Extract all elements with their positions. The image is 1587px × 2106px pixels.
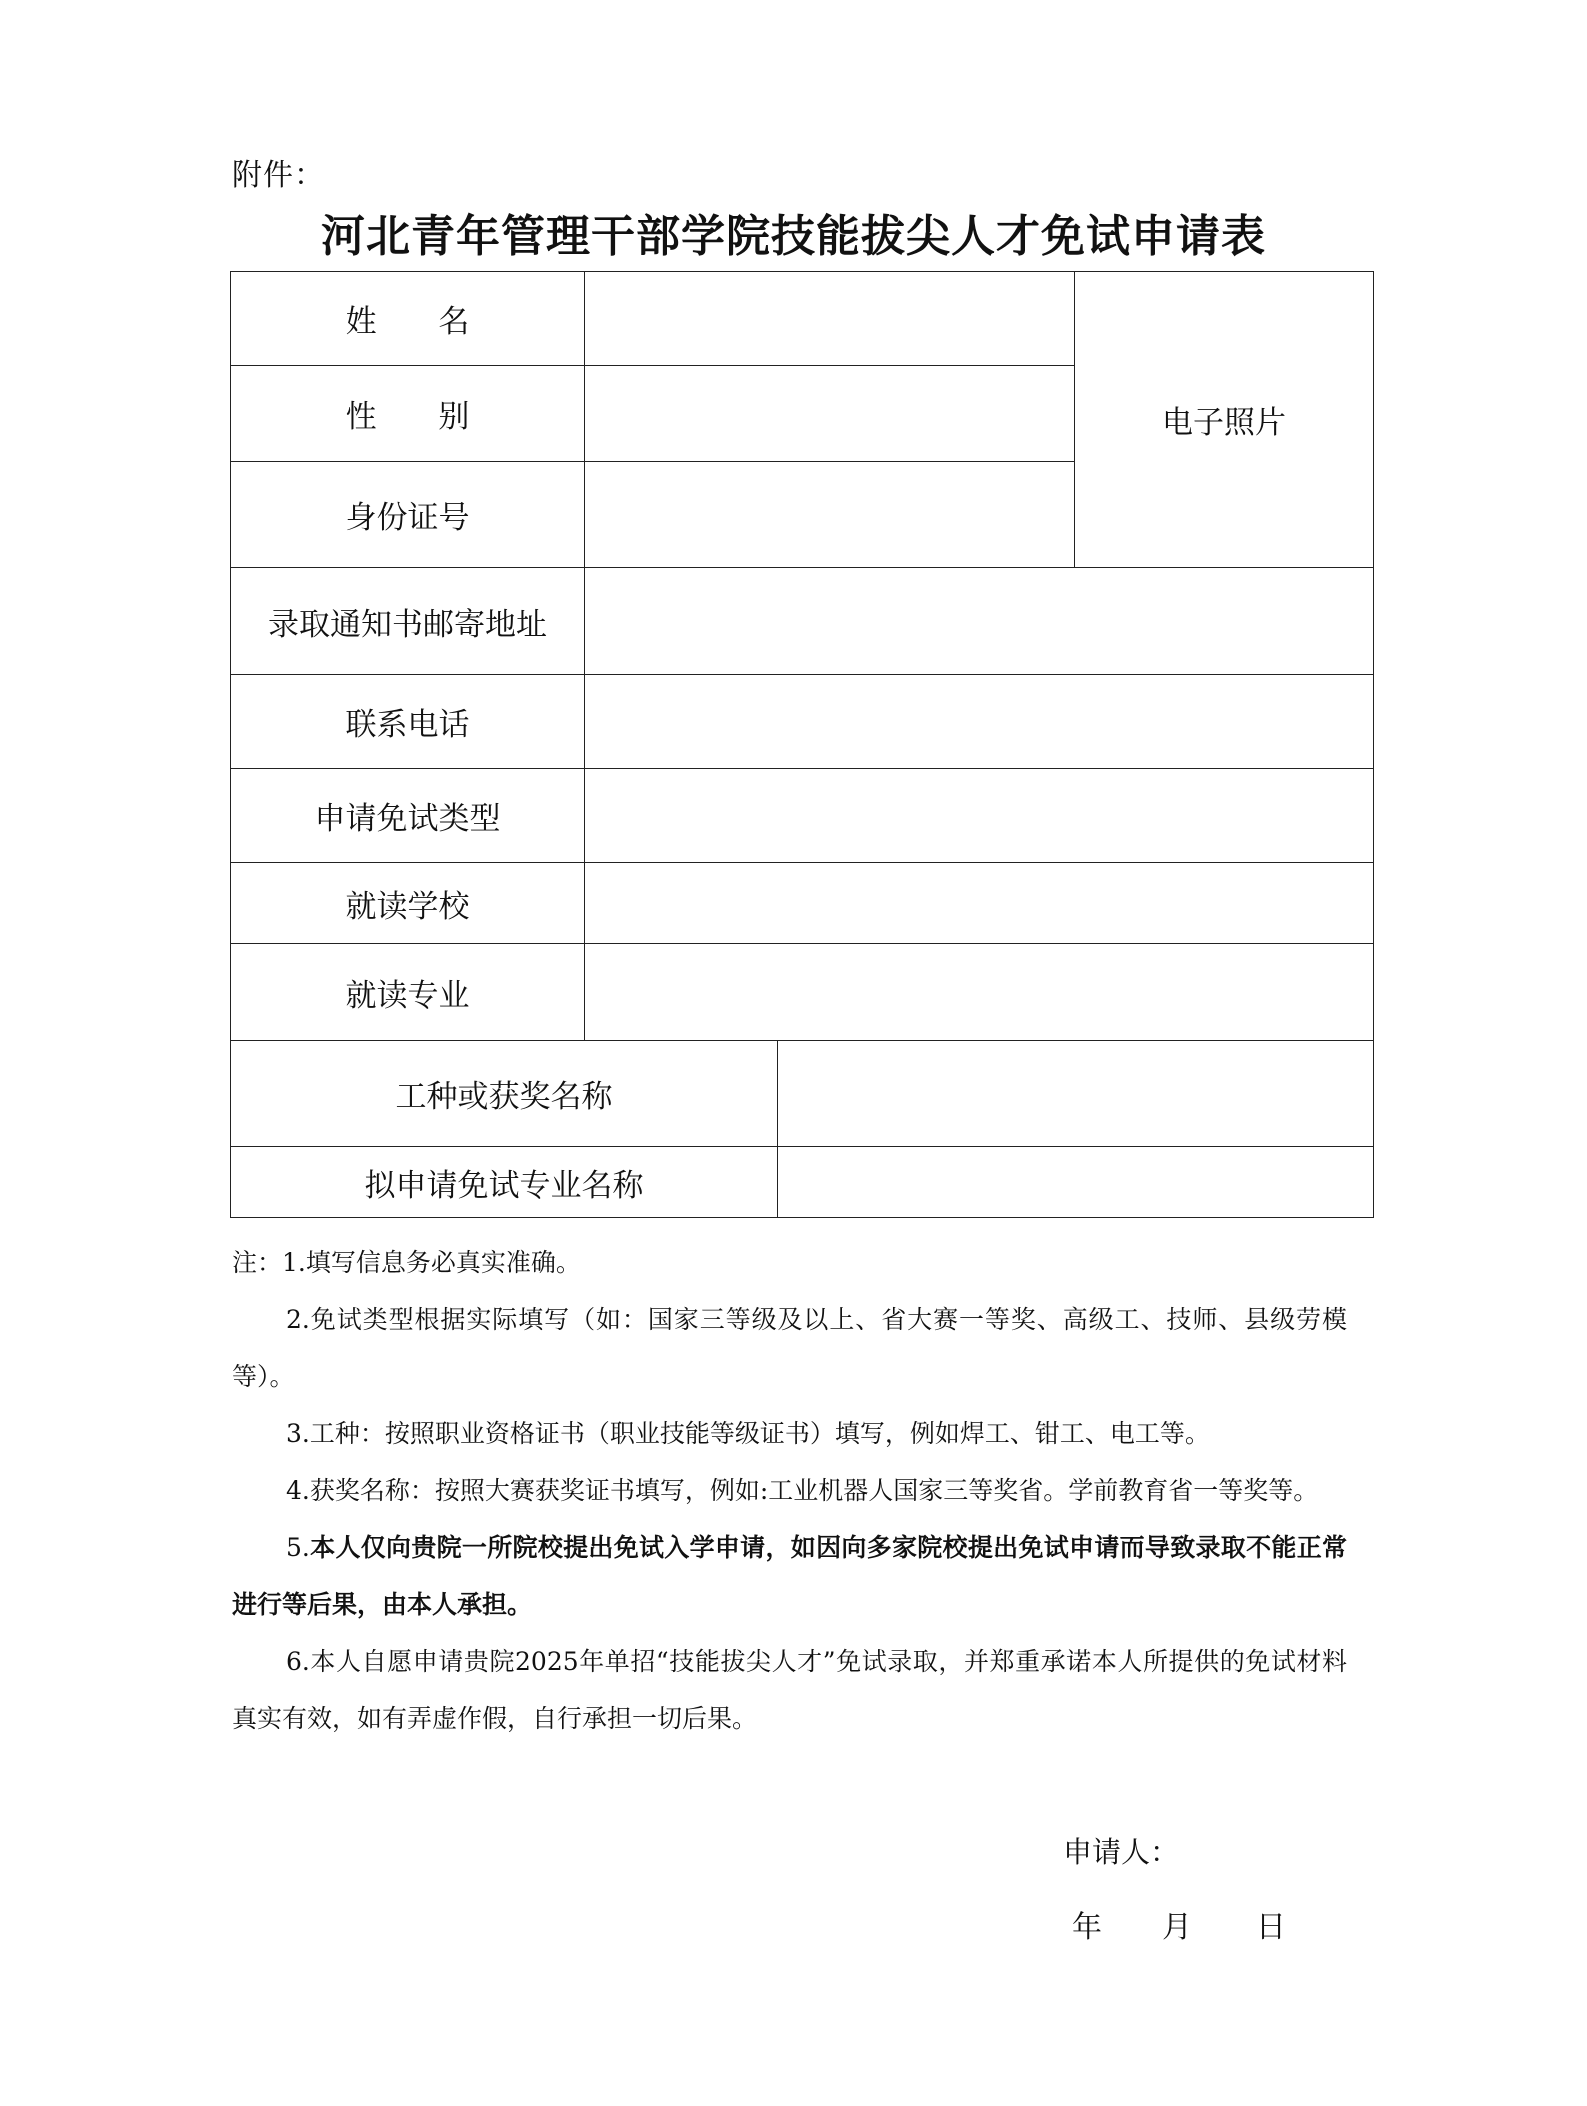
attachment-label: 附件： (232, 158, 325, 193)
trade-award-field[interactable] (778, 1041, 1374, 1147)
photo-label: 电子照片 (1162, 405, 1286, 441)
gender-label: 性 别 (231, 366, 585, 462)
mailing-address-label: 录取通知书邮寄地址 (231, 568, 585, 675)
intended-major-label: 拟申请免试专业名称 (231, 1147, 778, 1218)
school-label: 就读学校 (231, 863, 585, 944)
mailing-address-field[interactable] (585, 568, 1374, 675)
note-2: 2.免试类型根据实际填写（如：国家三等级及以上、省大赛一等奖、高级工、技师、县级劳模等）。 (232, 1305, 1347, 1391)
school-field[interactable] (585, 863, 1374, 944)
note-3: 3.工种：按照职业资格证书（职业技能等级证书）填写，例如焊工、钳工、电工等。 (286, 1419, 1210, 1448)
phone-field[interactable] (585, 675, 1374, 769)
phone-label: 联系电话 (231, 675, 585, 769)
form-title: 河北青年管理干部学院技能拔尖人才免试申请表 (321, 211, 1266, 262)
exempt-type-field[interactable] (585, 769, 1374, 863)
note-6: 6.本人自愿申请贵院2025年单招“技能拔尖人才”免试录取，并郑重承诺本人所提供的免试材料真实有效，如有弄虚作假，自行承担一切后果。 (232, 1647, 1347, 1733)
signature-date (1072, 1902, 1286, 1946)
applicant-label: 申请人： (1063, 1835, 1180, 1869)
major-label: 就读专业 (231, 944, 585, 1041)
id-number-label: 身份证号 (231, 462, 585, 568)
note-5-number: 5. (286, 1533, 310, 1562)
note-1: 注：1.填写信息务必真实准确。 (232, 1248, 581, 1277)
name-label: 姓 名 (231, 272, 585, 366)
id-number-field[interactable] (585, 462, 1075, 568)
gender-field[interactable] (585, 366, 1075, 462)
trade-award-label: 工种或获奖名称 (231, 1041, 778, 1147)
notes-section (232, 1234, 1347, 1747)
photo-box[interactable] (1075, 272, 1374, 568)
month-label: 月 (1162, 1910, 1192, 1945)
intended-major-field[interactable] (778, 1147, 1374, 1218)
name-field[interactable] (585, 272, 1075, 366)
note-5 (232, 1519, 1347, 1633)
day-label: 日 (1256, 1910, 1286, 1945)
year-label: 年 (1072, 1910, 1102, 1945)
major-field[interactable] (585, 944, 1374, 1041)
exempt-type-label: 申请免试类型 (231, 769, 585, 863)
note-5-text: 本人仅向贵院一所院校提出免试入学申请，如因向多家院校提出免试申请而导致录取不能正常进行等后果，由本人承担。 (232, 1533, 1347, 1619)
application-form-table (230, 271, 1374, 1218)
note-4: 4.获奖名称：按照大赛获奖证书填写，例如:工业机器人国家三等奖省。学前教育省一等奖等。 (286, 1476, 1319, 1505)
